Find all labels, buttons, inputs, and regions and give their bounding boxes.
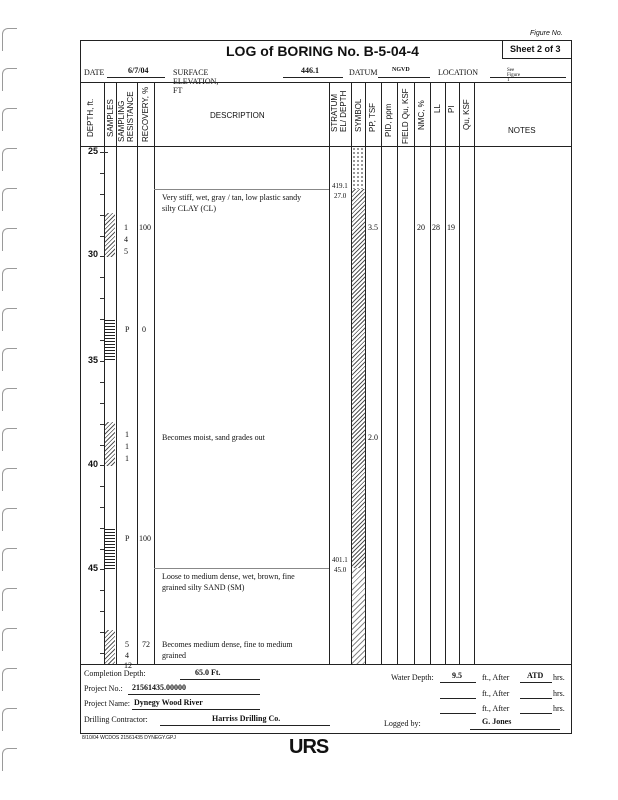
pi-value: 19: [447, 223, 455, 232]
notes-header: NOTES: [508, 126, 536, 135]
ft-after-label: ft., After: [482, 689, 510, 698]
sheet-number: Sheet 2 of 3: [510, 44, 561, 54]
clay-symbol: [352, 189, 365, 568]
project-no-value: 21561435.00000: [132, 683, 186, 692]
urs-logo: URS: [289, 736, 329, 758]
log-title: LOG of BORING No. B-5-04-4: [226, 43, 419, 59]
pp-value: 3.5: [368, 223, 378, 232]
project-name-label: Project Name:: [84, 699, 130, 708]
blow-count: P: [125, 325, 130, 334]
description-line: grained: [162, 651, 186, 660]
location-value: See Figure 1: [507, 68, 521, 83]
resistance-header: RESISTANCE: [126, 91, 135, 142]
depth-header: DEPTH, ft.: [86, 98, 95, 137]
el-depth-header: EL/ DEPTH: [339, 90, 348, 132]
pid-header: PID, ppm: [384, 103, 393, 137]
depth-label-30: 30: [88, 249, 99, 259]
recovery-value: 100: [139, 534, 151, 543]
atd-value: ATD: [527, 671, 544, 680]
drilling-contractor-label: Drilling Contractor:: [84, 715, 148, 724]
qu-header: Qu, KSF: [462, 99, 471, 130]
stratum-depth: 45.0: [334, 566, 347, 574]
ll-header: LL: [433, 104, 442, 113]
depth-label-25: 25: [88, 146, 99, 156]
pp-value: 2.0: [368, 433, 378, 442]
samples-header: SAMPLES: [106, 99, 115, 137]
depth-label-40: 40: [88, 459, 99, 469]
description-line: Becomes medium dense, fine to medium: [162, 640, 293, 649]
depth-label-45: 45: [88, 563, 99, 573]
completion-depth-value: 65.0 Ft.: [195, 668, 221, 677]
date-label: DATE: [84, 68, 105, 77]
location-label: LOCATION: [438, 68, 478, 77]
blow-count: 1: [125, 442, 129, 451]
recovery-header: RECOVERY, %: [141, 86, 150, 142]
date-value: 6/7/04: [128, 66, 149, 75]
recovery-value: 100: [139, 223, 151, 232]
pi-header: PI: [447, 105, 456, 113]
ft-after-label: ft., After: [482, 673, 510, 682]
datum-label: DATUM: [349, 68, 378, 77]
file-stamp: 8/10/04 WCDOS 21561435 DYNEGY.GPJ: [82, 735, 176, 741]
blow-count: 4: [124, 235, 128, 244]
description-line: grained silty SAND (SM): [162, 583, 245, 592]
blow-count: 5: [125, 640, 129, 649]
stratum-elevation: 401.1: [332, 556, 348, 564]
depth-label-35: 35: [88, 355, 99, 365]
surface-elevation-label: SURFACE ELEVATION, FT: [173, 68, 219, 95]
nmc-value: 20: [417, 223, 425, 232]
blow-count: 5: [124, 247, 128, 256]
drilling-contractor-value: Harriss Drilling Co.: [212, 714, 281, 723]
water-depth-value: 9.5: [452, 671, 462, 680]
blow-count: 1: [124, 223, 128, 232]
nmc-header: NMC, %: [417, 100, 426, 130]
sample-interval-3: [105, 422, 115, 466]
datum-value: NGVD: [392, 67, 410, 73]
surface-elevation-value: 446.1: [301, 66, 319, 75]
hrs-label: hrs.: [553, 689, 565, 698]
stratum-elevation: 419.1: [332, 182, 348, 190]
sand-symbol: [352, 568, 365, 664]
logged-by-value: G. Jones: [482, 717, 512, 726]
sample-interval-1: [105, 213, 115, 257]
recovery-value: 0: [142, 325, 146, 334]
sample-interval-5: [105, 630, 115, 664]
recovery-value: 72: [142, 640, 150, 649]
fill-symbol: [352, 147, 365, 189]
stratum-depth: 27.0: [334, 192, 347, 200]
water-depth-label: Water Depth:: [391, 673, 434, 682]
description-header: DESCRIPTION: [210, 111, 265, 120]
blow-count: P: [125, 534, 130, 543]
blow-count: 12: [124, 661, 132, 670]
description-line: Becomes moist, sand grades out: [162, 433, 265, 442]
blow-count: 1: [125, 430, 129, 439]
symbol-header: SYMBOL: [354, 98, 363, 132]
ft-after-label: ft., After: [482, 704, 510, 713]
blow-count: 1: [125, 454, 129, 463]
ll-value: 28: [432, 223, 440, 232]
project-no-label: Project No.:: [84, 684, 123, 693]
blow-count: 4: [125, 651, 129, 660]
sample-interval-4: [105, 527, 115, 571]
pp-header: PP, TSF: [368, 102, 377, 132]
hrs-label: hrs.: [553, 704, 565, 713]
description-line: Very stiff, wet, gray / tan, low plastic sandy: [162, 193, 302, 202]
logged-by-label: Logged by:: [384, 719, 421, 728]
completion-depth-label: Completion Depth:: [84, 669, 146, 678]
sampling-header: SAMPLING: [117, 100, 126, 142]
hrs-label: hrs.: [553, 673, 565, 682]
figure-label: Figure No.: [530, 30, 563, 37]
stratum-header: STRATUM: [330, 93, 339, 132]
field-qu-header: FIELD Qu, KSF: [401, 88, 410, 144]
sample-interval-2: [105, 318, 115, 362]
project-name-value: Dynegy Wood River: [134, 698, 203, 707]
description-line: silty CLAY (CL): [162, 204, 217, 213]
description-line: Loose to medium dense, wet, brown, fine: [162, 572, 295, 581]
